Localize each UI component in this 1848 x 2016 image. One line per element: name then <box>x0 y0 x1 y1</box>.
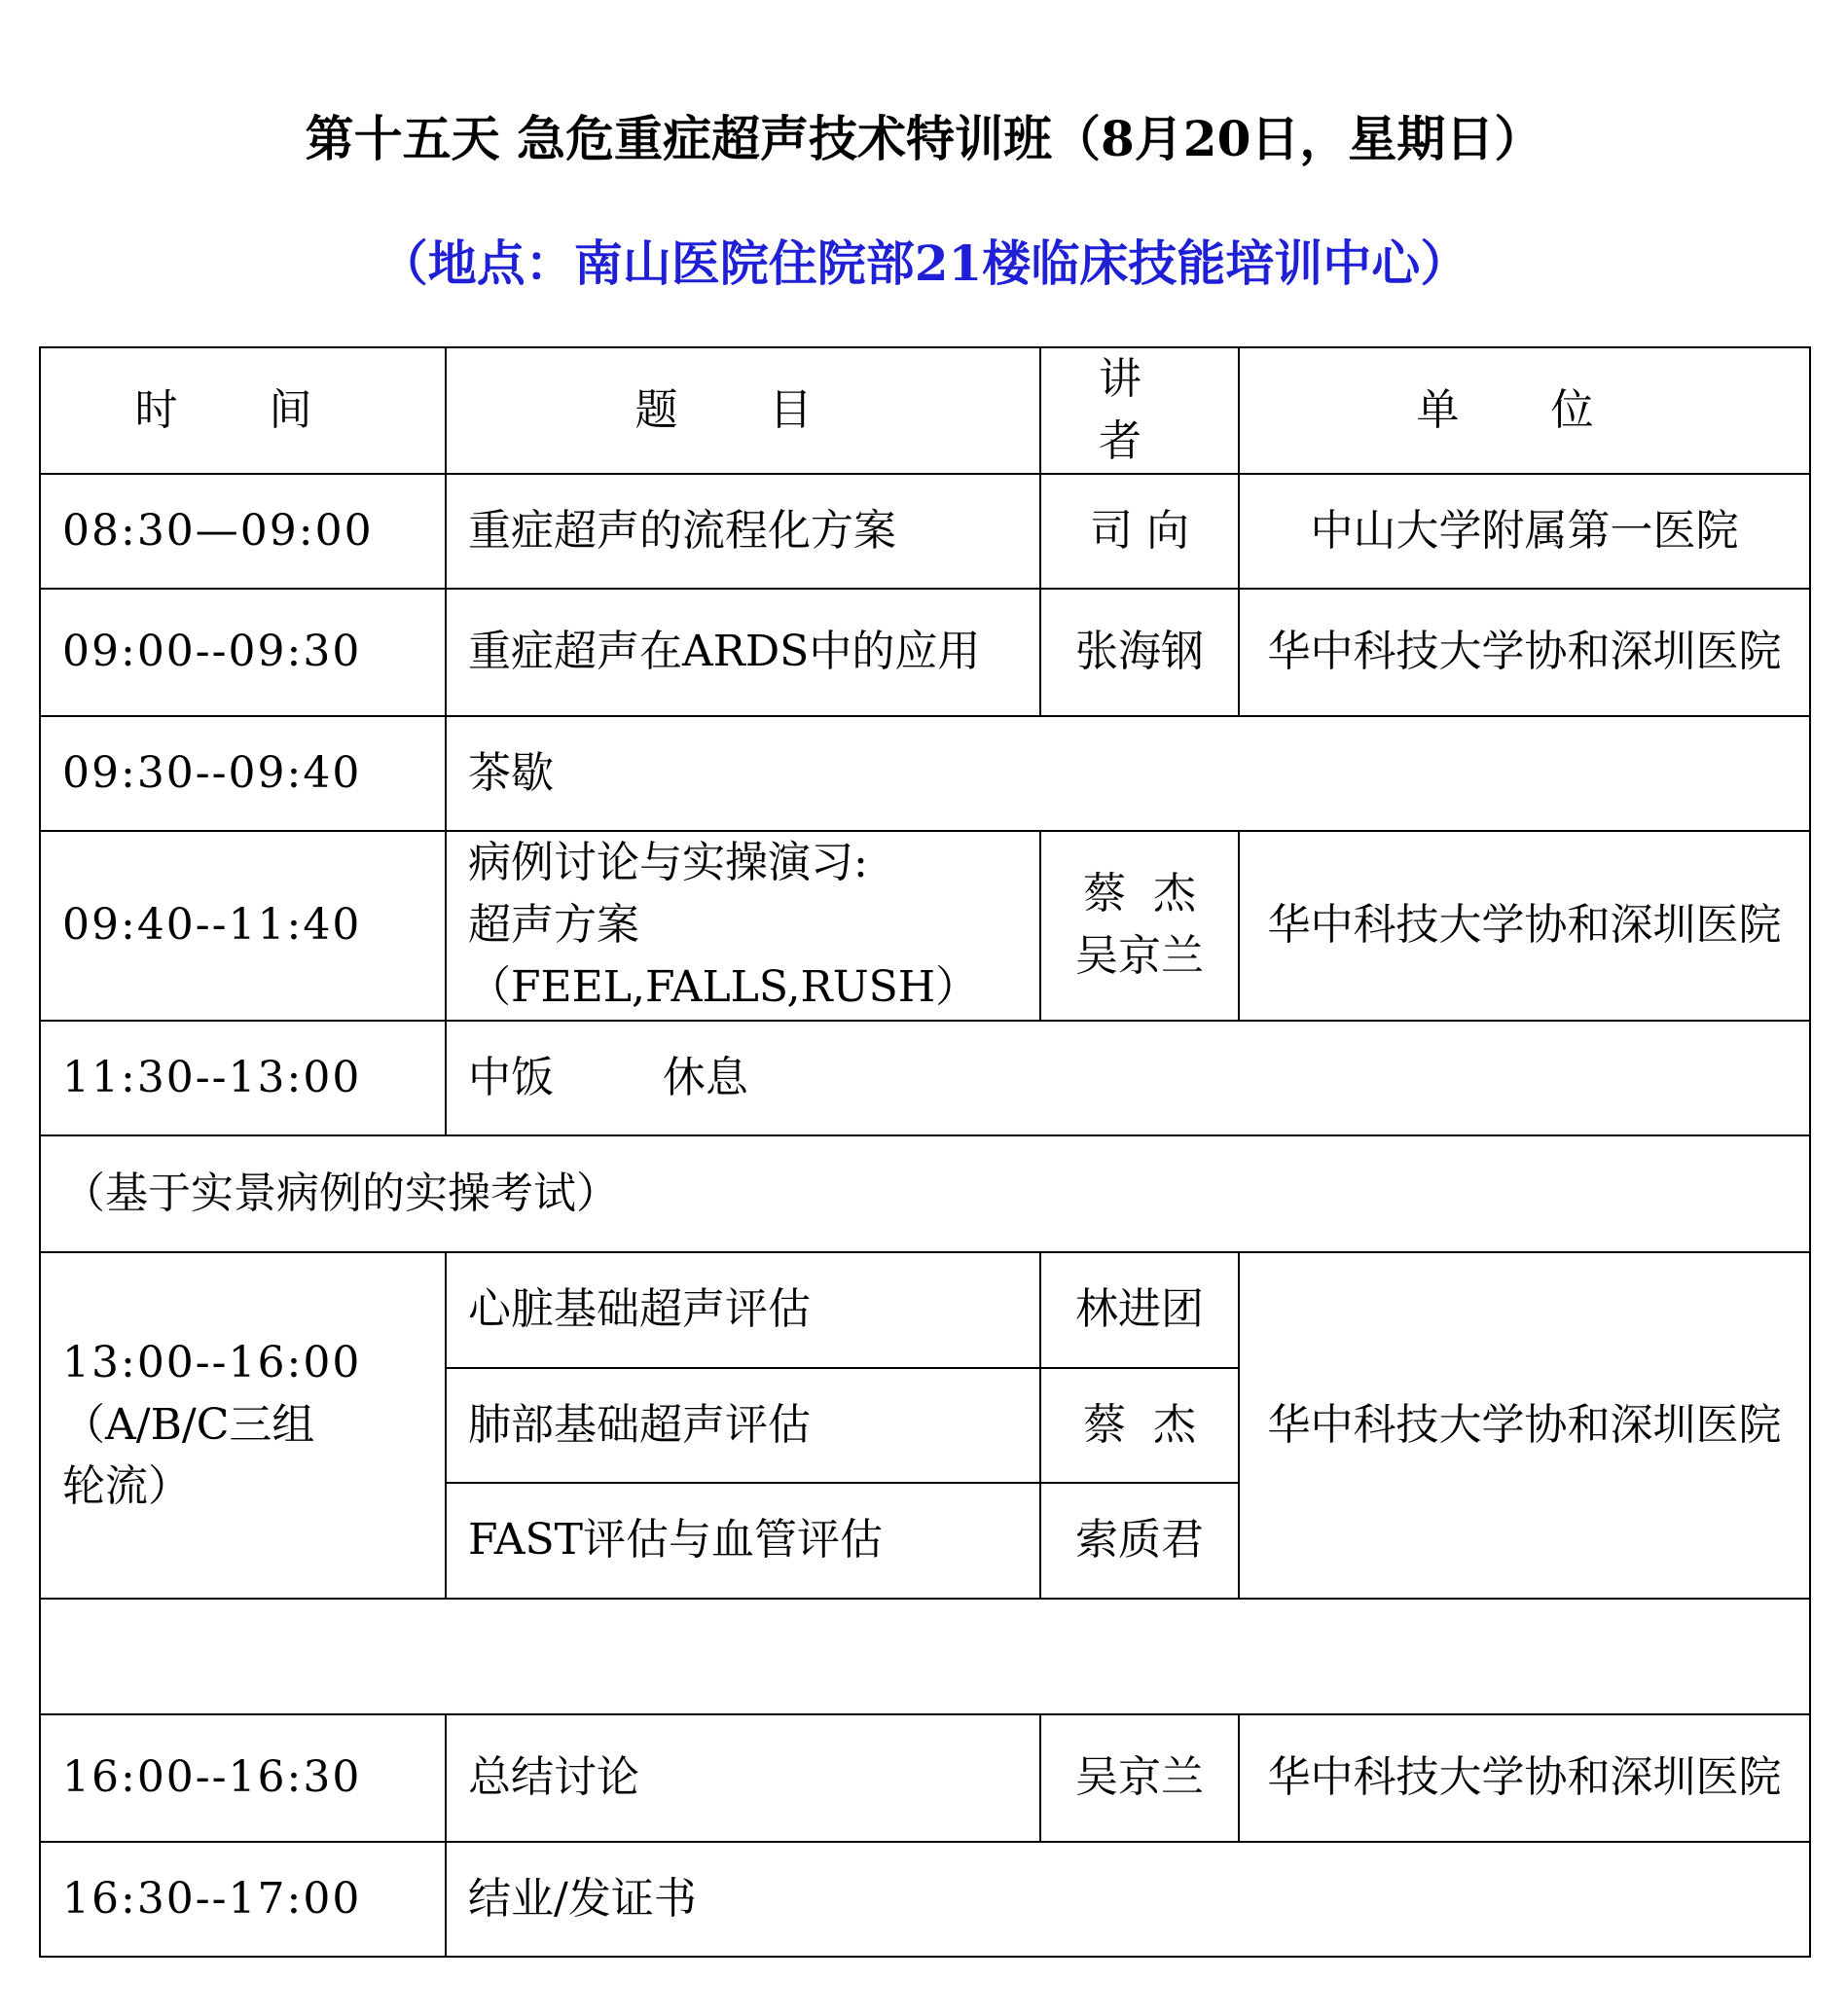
unit-cell: 华中科技大学协和深圳医院 <box>1239 589 1810 716</box>
header-row <box>40 347 1810 474</box>
speaker-cell: 索质君 <box>1040 1483 1239 1599</box>
topic-cell: 总结讨论 <box>446 1714 1040 1842</box>
time-cell: 09:30--09:40 <box>40 716 446 831</box>
speaker-cell: 司 向 <box>1040 474 1239 589</box>
speaker-line: 吴京兰 <box>1075 931 1204 982</box>
time-cell: 09:00--09:30 <box>40 589 446 716</box>
topic-cell: 重症超声的流程化方案 <box>446 474 1040 589</box>
table-row <box>40 1021 1810 1135</box>
topic-line: 超声方案 <box>468 900 639 951</box>
table-row <box>40 1842 1810 1957</box>
time-cell: 16:00--16:30 <box>40 1714 446 1842</box>
blank-row <box>40 1599 1810 1714</box>
speaker-cell <box>1040 831 1239 1021</box>
topic-cell: 结业/发证书 <box>446 1842 1810 1957</box>
header-time: 时 间 <box>40 347 446 474</box>
table-row <box>40 831 1810 1021</box>
speaker-cell: 吴京兰 <box>1040 1714 1239 1842</box>
time-cell <box>40 1252 446 1599</box>
unit-cell: 华中科技大学协和深圳医院 <box>1239 831 1810 1021</box>
header-unit: 单 位 <box>1239 347 1810 474</box>
header-topic: 题 目 <box>446 347 1040 474</box>
topic-line: 病例讨论与实操演习: <box>468 838 868 888</box>
table-row <box>40 1714 1810 1842</box>
time-cell: 09:40--11:40 <box>40 831 446 1021</box>
table-row <box>40 716 1810 831</box>
topic-cell: 重症超声在ARDS中的应用 <box>446 589 1040 716</box>
topic-cell <box>446 831 1040 1021</box>
time-line: （A/B/C三组 <box>62 1399 315 1450</box>
exam-row <box>40 1252 1810 1368</box>
table-row <box>40 589 1810 716</box>
topic-line: （FEEL,FALLS,RUSH） <box>468 961 979 1012</box>
time-line: 13:00--16:00 <box>62 1337 362 1387</box>
table-row <box>40 474 1810 589</box>
speaker-cell: 林进团 <box>1040 1252 1239 1368</box>
page-title: 第十五天 急危重症超声技术特训班（8月20日，星期日） <box>305 110 1543 167</box>
speaker-cell: 蔡 杰 <box>1040 1368 1239 1483</box>
topic-cell: 肺部基础超声评估 <box>446 1368 1040 1483</box>
speaker-cell: 张海钢 <box>1040 589 1239 716</box>
topic-cell: FAST评估与血管评估 <box>446 1483 1040 1599</box>
topic-cell: 心脏基础超声评估 <box>446 1252 1040 1368</box>
blank-cell <box>40 1599 1810 1714</box>
time-cell: 16:30--17:00 <box>40 1842 446 1957</box>
time-cell: 11:30--13:00 <box>40 1021 446 1135</box>
speaker-line: 蔡 杰 <box>1083 869 1196 919</box>
unit-cell: 华中科技大学协和深圳医院 <box>1239 1714 1810 1842</box>
location-subtitle: （地点：南山医院住院部21楼临床技能培训中心） <box>379 234 1469 292</box>
header-speaker: 讲 者 <box>1040 347 1239 474</box>
unit-cell: 华中科技大学协和深圳医院 <box>1239 1252 1810 1599</box>
schedule-table <box>39 346 1811 1958</box>
section-row <box>40 1135 1810 1252</box>
time-line: 轮流） <box>62 1461 191 1512</box>
time-cell: 08:30—09:00 <box>40 474 446 589</box>
topic-cell: 茶歇 <box>446 716 1810 831</box>
topic-cell: 中饭 休息 <box>446 1021 1810 1135</box>
unit-cell: 中山大学附属第一医院 <box>1239 474 1810 589</box>
section-note: （基于实景病例的实操考试） <box>40 1135 1810 1252</box>
